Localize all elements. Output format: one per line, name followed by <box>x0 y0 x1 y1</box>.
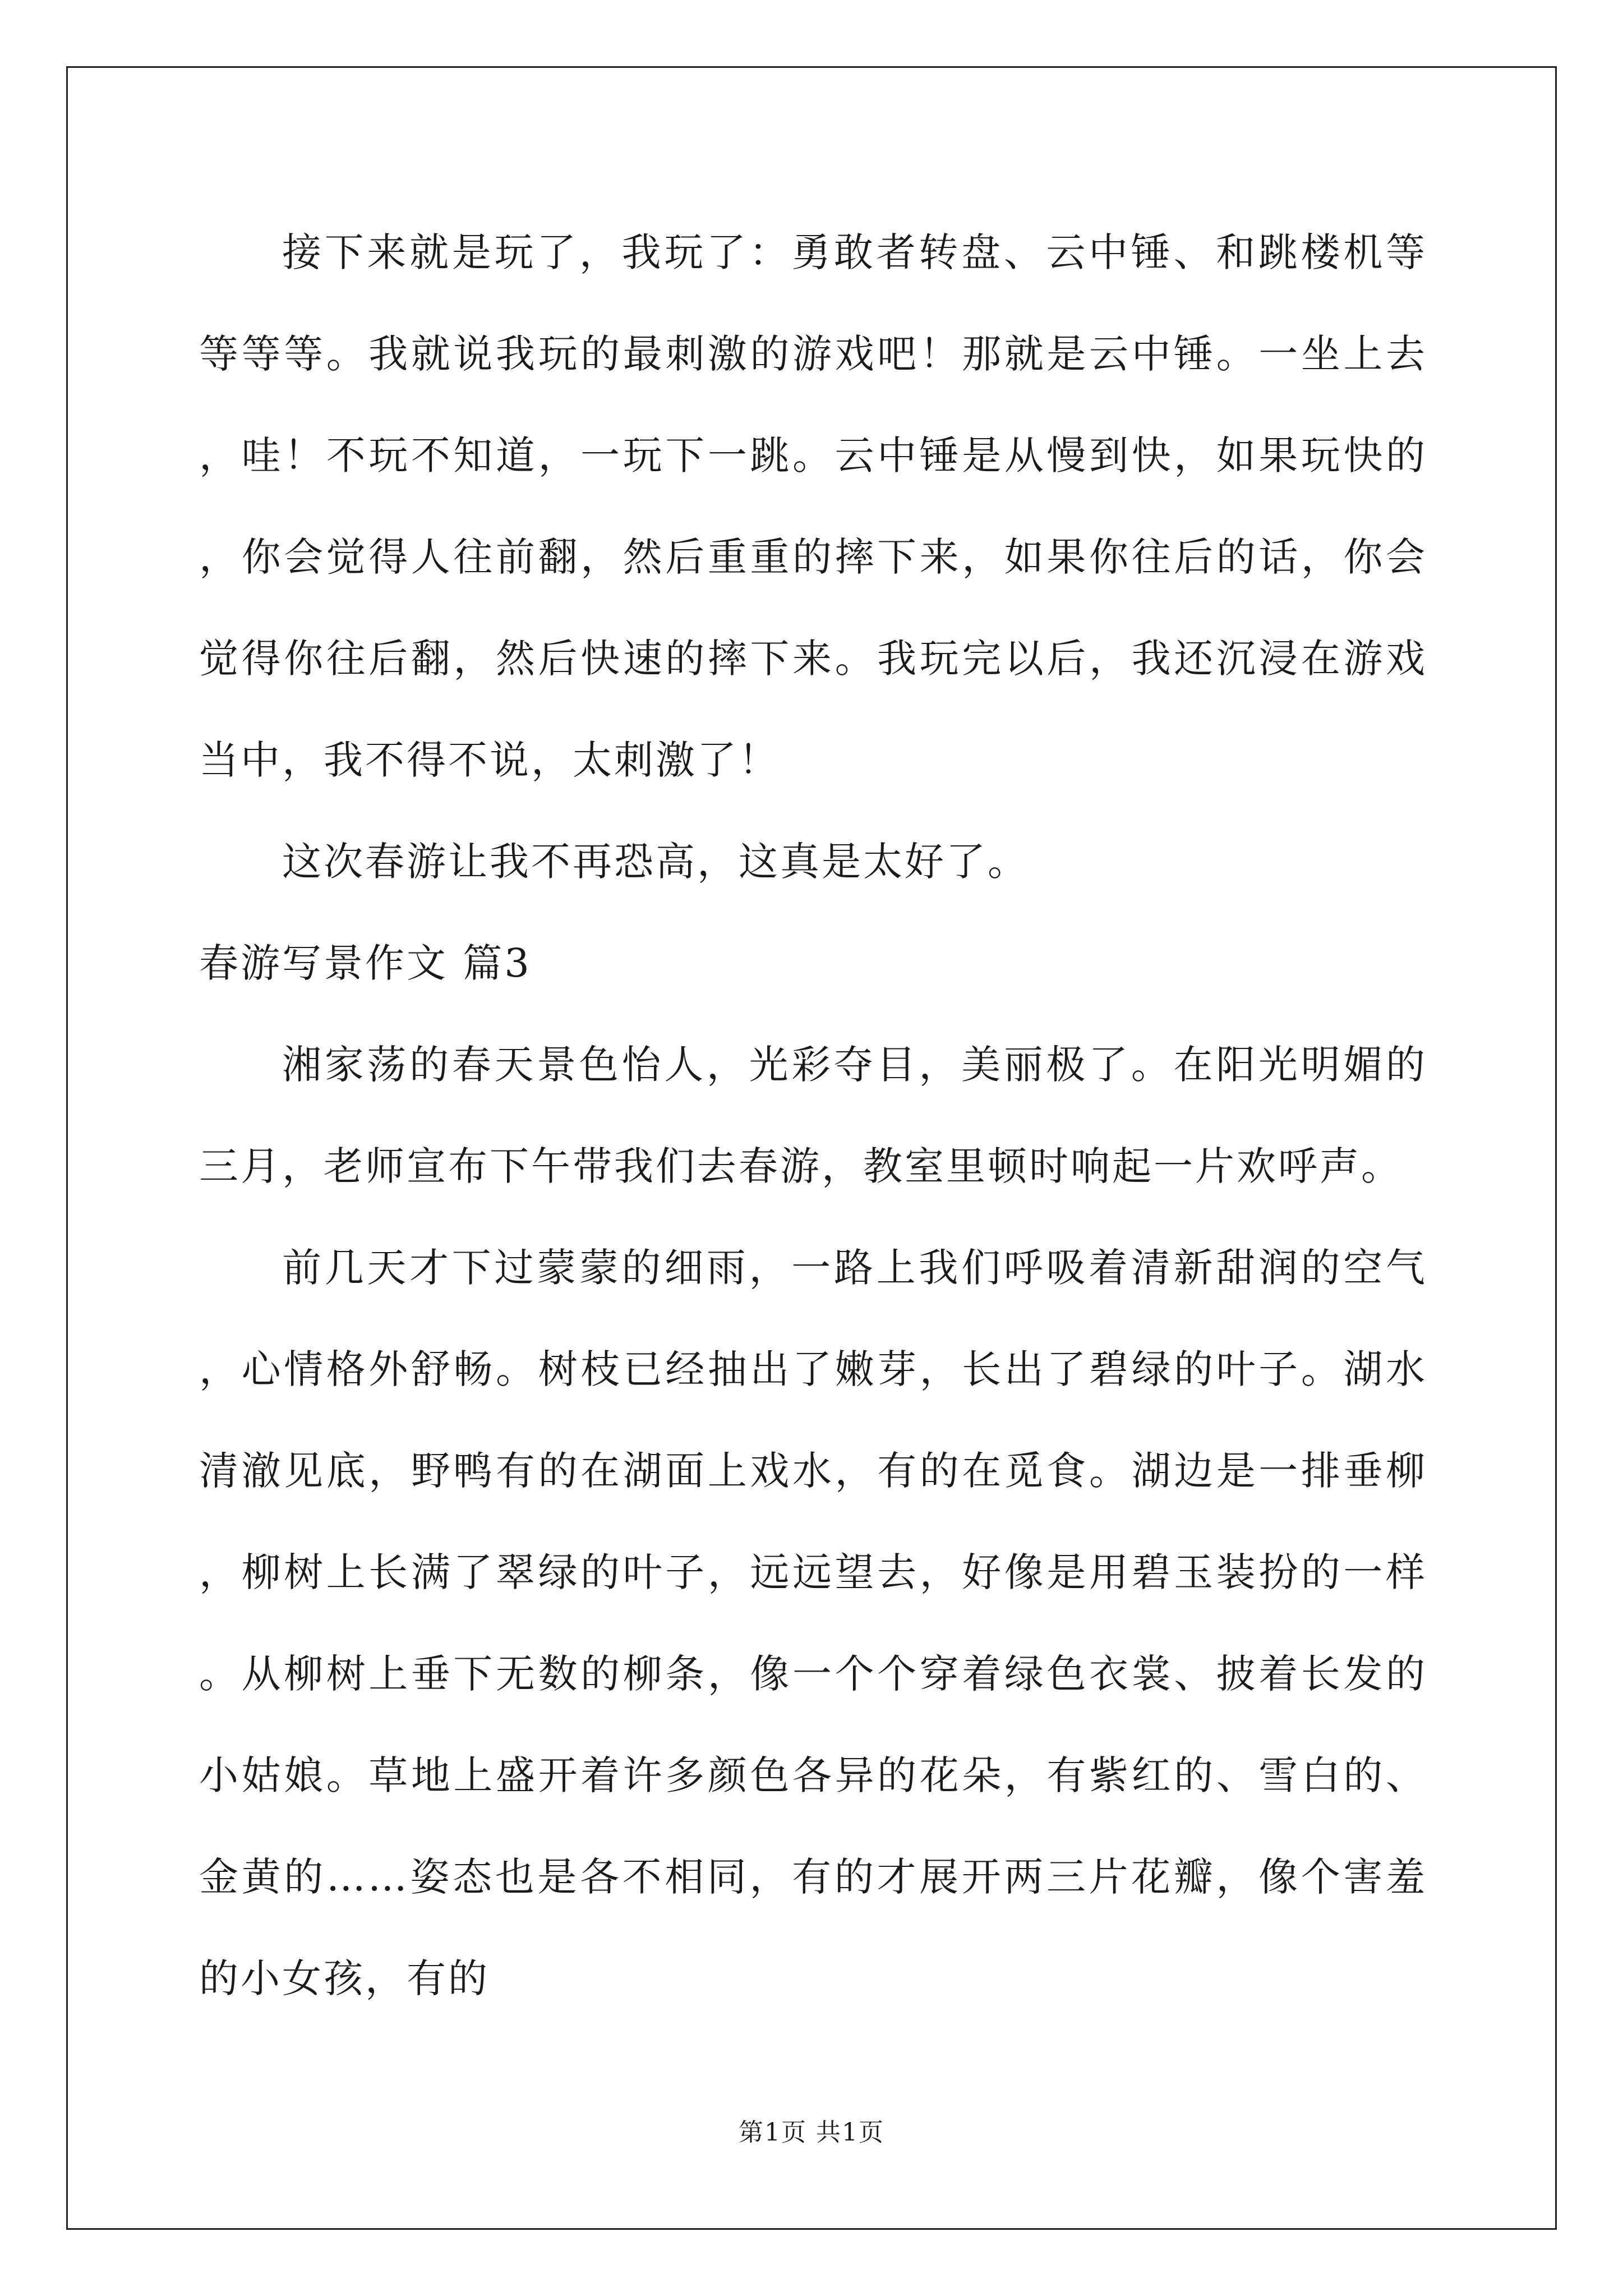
page-footer: 第1页 共1页 <box>739 2118 884 2147</box>
document-body <box>199 202 1427 2030</box>
paragraph-2: 这次春游让我不再恐高，这真是太好了。 <box>282 839 1029 885</box>
paragraph-3: 湘家荡的春天景色怡人，光彩夺目，美丽极了。在阳光明媚的三月，老师宣布下午带我们去春游，教室里顿时响起一片欢呼声。 <box>199 1042 1427 1189</box>
section-heading: 春游写景作文 篇3 <box>199 940 532 986</box>
paragraph-4: 前几天才下过蒙蒙的细雨，一路上我们呼吸着清新甜润的空气，心情格外舒畅。树枝已经抽出了嫩芽，长出了碧绿的叶子。湖水清澈见底，野鸭有的在湖面上戏水，有的在觅食。湖边是一排垂柳，柳树上长满了翠绿的叶子，远远望去，好像是用碧玉装扮的一样。从柳树上垂下无数的柳条，像一个个穿着绿色衣裳、披着长发的小姑娘。草地上盛开着许多颜色各异的花朵，有紫红的、雪白的、金黄的……姿态也是各不相同，有的才展开两三片花瓣，像个害羞的小女孩，有的 <box>199 1245 1427 2001</box>
paragraph-1: 接下来就是玩了，我玩了：勇敢者转盘、云中锤、和跳楼机等等等等。我就说我玩的最刺激的游戏吧！那就是云中锤。一坐上去，哇！不玩不知道，一玩下一跳。云中锤是从慢到快，如果玩快的，你会觉得人往前翻，然后重重的摔下来，如果你往后的话，你会觉得你往后翻，然后快速的摔下来。我玩完以后，我还沉浸在游戏当中，我不得不说，太刺激了！ <box>199 229 1427 783</box>
